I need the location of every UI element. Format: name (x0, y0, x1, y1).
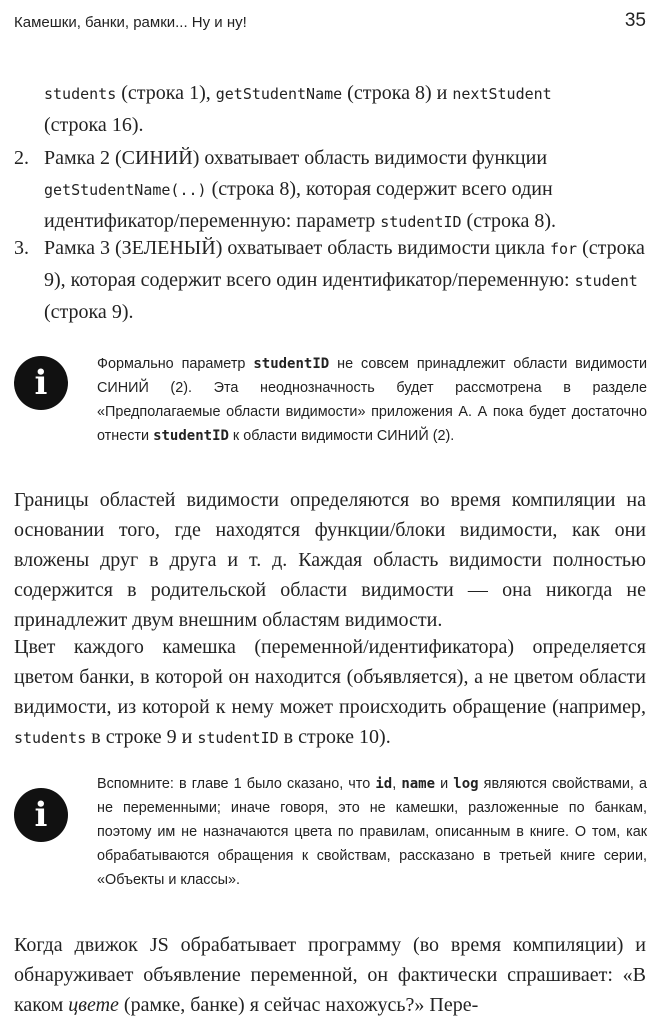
page-number: 35 (624, 10, 646, 31)
text: (строка 9). (44, 301, 134, 323)
list-item-continuation (44, 78, 646, 141)
text: Формально параметр (97, 356, 254, 372)
text: не совсем принадлежит области видимости СИНИЙ (2). Эта неоднозначность будет рассмотрена в разделе «Предполагаемые области видимости» приложения А. А пока будет достаточно отнести (97, 356, 647, 444)
code-for: for (550, 240, 578, 258)
text: Цвет каждого камешка (переменной/идентификатора) определяется цветом банки, в которой он находится (объявляется), а не цветом области видимости, из которой к нему может происходить обращение (например, (14, 636, 646, 718)
code-students: students (14, 729, 87, 747)
info-note-text (97, 772, 647, 892)
text: к области видимости СИНИЙ (2). (228, 428, 455, 444)
paragraph-2 (14, 632, 646, 753)
code-getStudentName-call: getStudentName(..) (44, 181, 207, 199)
code-log: log (453, 776, 479, 792)
list-number: 2. (14, 147, 29, 169)
list-item-2 (14, 143, 646, 238)
emphasis: цвете (68, 994, 119, 1016)
code-studentID: studentID (197, 729, 279, 747)
code-id: id (375, 776, 393, 792)
paragraph-1: Границы областей видимости определяются во время компиляции на основании того, где находятся функции/блоки видимости, как они вложены друг в друга и т. д. Каждая область видимости полностью содержится в родительской области видимости — она никогда не принадлежит двум внешним областям видимости. (14, 489, 646, 631)
code-studentID: studentID (380, 213, 462, 231)
text: в строке 10). (278, 726, 391, 748)
code-name: name (401, 776, 436, 792)
text: (строка 16). (44, 114, 144, 136)
code-student: student (574, 272, 638, 290)
text: Когда движок JS обрабатывает программу (во время компиляции) и обнаруживает объявление переменной, он фактически спрашивает: «В каком (14, 934, 646, 1016)
code-students: students (44, 85, 117, 103)
text: Рамка 2 (СИНИЙ) охватывает область видимости функции (44, 147, 548, 169)
text: , (392, 776, 402, 792)
info-icon: i (14, 356, 68, 410)
running-head: Камешки, банки, рамки... Ну и ну! (14, 14, 247, 31)
text: (рамке, банке) я сейчас нахожусь?» Пере- (118, 994, 479, 1016)
text: (строка 8), которая содержит всего один идентификатор/переменную: параметр (44, 178, 553, 232)
info-icon: i (14, 788, 68, 842)
text: (строка 8) и (342, 82, 453, 104)
text: в строке 9 и (86, 726, 198, 748)
text: Вспомните: в главе 1 было сказано, что (97, 776, 376, 792)
code-studentID: studentID (253, 356, 330, 372)
text: являются свойствами, а не переменными; иначе говоря, это не камешки, разложенные по банкам, поэтому им не назначаются цвета по правилам, описанным в книге. О том, как обрабатываются обращения к свойствам, рассказано в третьей книге серии, «Объекты и классы». (97, 776, 647, 888)
text: и (435, 776, 454, 792)
code-nextStudent: nextStudent (452, 85, 552, 103)
text: (строка 8). (461, 210, 557, 232)
text: (строка 9), которая содержит всего один идентификатор/переменную: (44, 237, 645, 291)
info-note-text (97, 352, 647, 448)
text: (строка 1), (116, 82, 216, 104)
paragraph-3 (14, 930, 646, 1020)
text: Рамка 3 (ЗЕЛЕНЫЙ) охватывает область видимости цикла (44, 237, 550, 259)
code-getStudentName: getStudentName (215, 85, 343, 103)
list-item-3 (14, 233, 646, 328)
list-number: 3. (14, 237, 29, 259)
code-studentID: studentID (153, 428, 229, 444)
